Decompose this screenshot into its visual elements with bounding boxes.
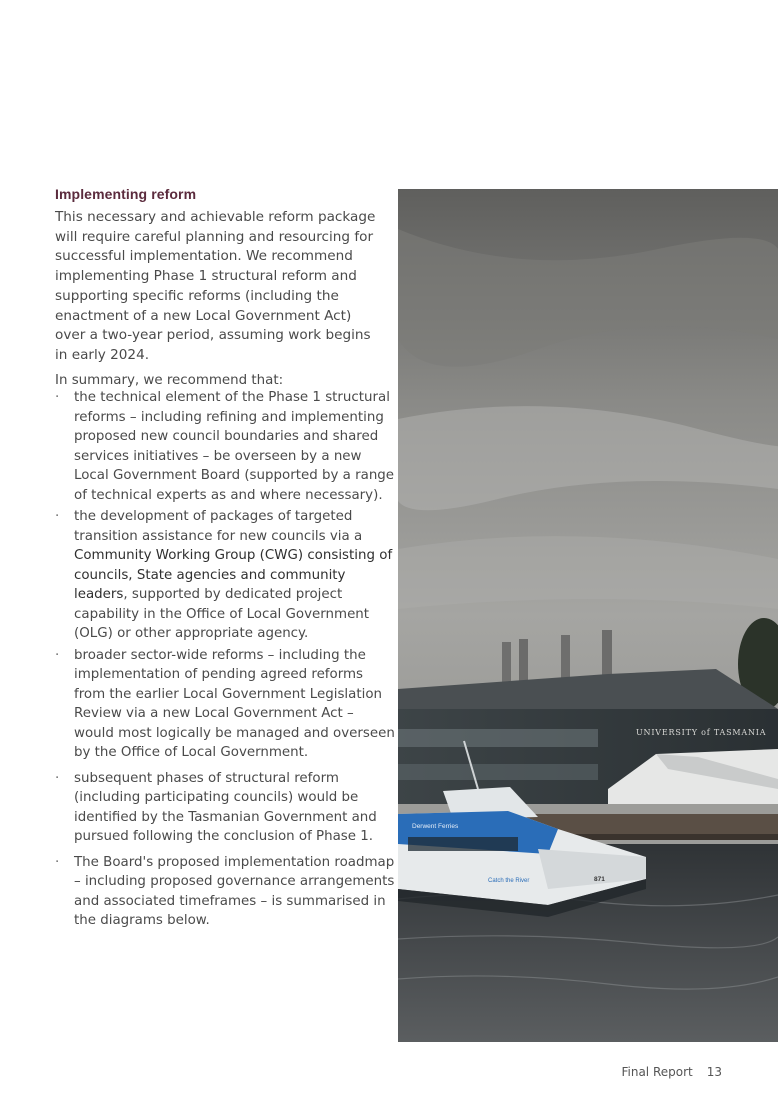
bullet-icon: ·	[55, 509, 60, 524]
list-item	[55, 388, 395, 505]
bullet-icon: ·	[55, 647, 60, 663]
ferry-brand: Derwent Ferries	[412, 823, 459, 830]
intro-paragraph: This necessary and achievable reform package will require careful planning and resourcing for successful implementation. We recommend implementing Phase 1 structural reform and supporting specific reforms (including the enactment of a new Local Government Act) over a two-year period, assuming work begins in early 2024.	[55, 209, 376, 363]
bullet-text-emphasis: Community Working Group (CWG) consisting of councils, State agencies and community leaders	[74, 548, 393, 602]
recommendation-list	[55, 388, 395, 933]
bullet-icon: ·	[55, 770, 60, 786]
bullet-icon: ·	[55, 390, 60, 405]
chimney	[502, 642, 511, 682]
list-item	[55, 646, 395, 763]
harbour-photo	[398, 189, 778, 1042]
footer-label: Final Report	[621, 1065, 693, 1079]
ferry-number: 871	[594, 876, 605, 883]
list-item	[55, 853, 395, 931]
page-footer	[621, 1065, 722, 1079]
bullet-text-pre: the development of packages of targeted transition assistance for new councils via a	[74, 509, 363, 544]
page-number: 13	[706, 1065, 722, 1079]
bullet-text: broader sector-wide reforms – including the implementation of pending agreed reforms from the earlier Local Government Legislation Review via a new Local Government Act – would most logically be managed and overseen by the Office of Local Government.	[74, 647, 395, 760]
ferry-slogan: Catch the River	[488, 878, 530, 884]
building-window-band	[398, 729, 598, 747]
bullet-icon: ·	[55, 854, 60, 870]
bullet-text-post: , supported by dedicated project capability in the Office of Local Government (OLG) or other appropriate agency.	[74, 587, 370, 641]
bullet-text: the technical element of the Phase 1 structural reforms – including refining and implementing proposed new council boundaries and shared services initiatives – be overseen by a new Local Government Board (supported by a range of technical experts as and where necessary).	[74, 390, 395, 503]
list-item	[55, 507, 395, 644]
section-heading: Implementing reform	[55, 186, 197, 202]
bullet-text: The Board's proposed implementation roadmap – including proposed governance arrangements and associated timeframes – is summarised in the diagrams below.	[74, 854, 395, 928]
chimney	[561, 635, 570, 682]
building-window-band	[398, 764, 598, 780]
harbour-photo-illustration	[398, 189, 778, 1042]
list-item	[55, 769, 395, 847]
ferry-windows	[408, 837, 518, 851]
summary-lead: In summary, we recommend that:	[55, 373, 284, 388]
bullet-text: subsequent phases of structural reform (including participating councils) would be identified by the Tasmanian Government and pursued following the conclusion of Phase 1.	[74, 770, 377, 844]
building-sign: UNIVERSITY of TASMANIA	[636, 728, 767, 737]
chimney	[519, 639, 528, 682]
